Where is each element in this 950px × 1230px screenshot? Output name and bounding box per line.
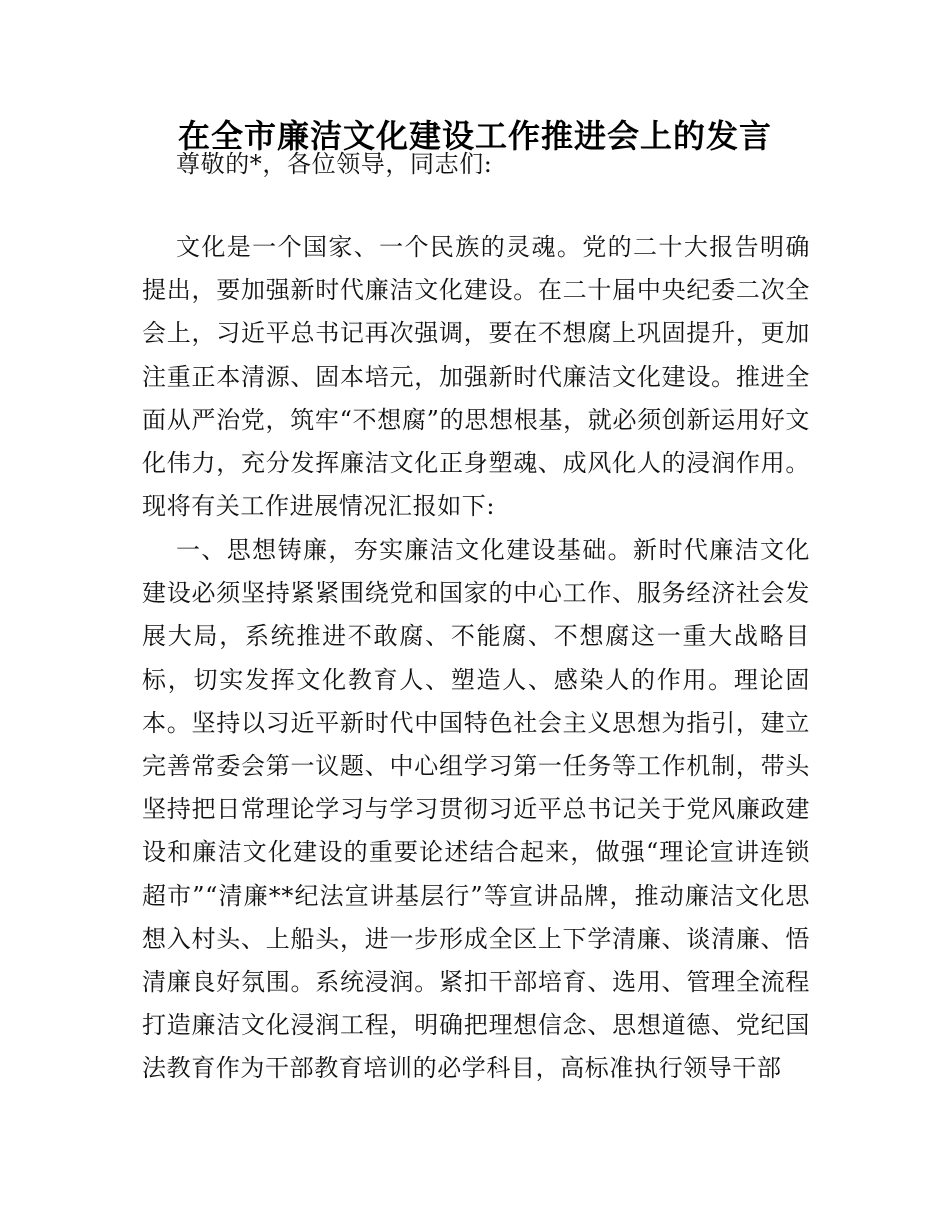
document-title: 在全市廉洁文化建设工作推进会上的发言 [177,117,772,155]
paragraph-intro: 文化是一个国家、一个民族的灵魂。党的二十大报告明确提出，要加强新时代廉洁文化建设。在二十届中央纪委二次全会上，习近平总书记再次强调，要在不想腐上巩固提升，更加注重正本清源、固本培元，加强新时代廉洁文化建设。推进全面从严治党，筑牢“不想腐”的思想根基，就必须创新运用好文化伟力，充分发挥廉洁文化正身塑魂、成风化人的浸润作用。现将有关工作进展情况汇报如下: [142,233,810,521]
salutation: 尊敬的*，各位领导，同志们: [176,150,493,178]
paragraph-section-one: 一、思想铸廉，夯实廉洁文化建设基础。新时代廉洁文化建设必须坚持紧紧围绕党和国家的中心工作、服务经济社会发展大局，系统推进不敢腐、不能腐、不想腐这一重大战略目标，切实发挥文化教育人、塑造人、感染人的作用。理论固本。坚持以习近平新时代中国特色社会主义思想为指引，建立完善常委会第一议题、中心组学习第一任务等工作机制，带头坚持把日常理论学习与学习贯彻习近平总书记关于党风廉政建设和廉洁文化建设的重要论述结合起来，做强“理论宣讲连锁超市”“清廉**纪法宣讲基层行”等宣讲品牌，推动廉洁文化思想入村头、上船头，进一步形成全区上下学清廉、谈清廉、悟清廉良好氛围。系统浸润。紧扣干部培育、选用、管理全流程打造廉洁文化浸润工程，明确把理想信念、思想道德、党纪国法教育作为干部教育培训的必学科目，高标准执行领导干部 [142,536,810,1083]
